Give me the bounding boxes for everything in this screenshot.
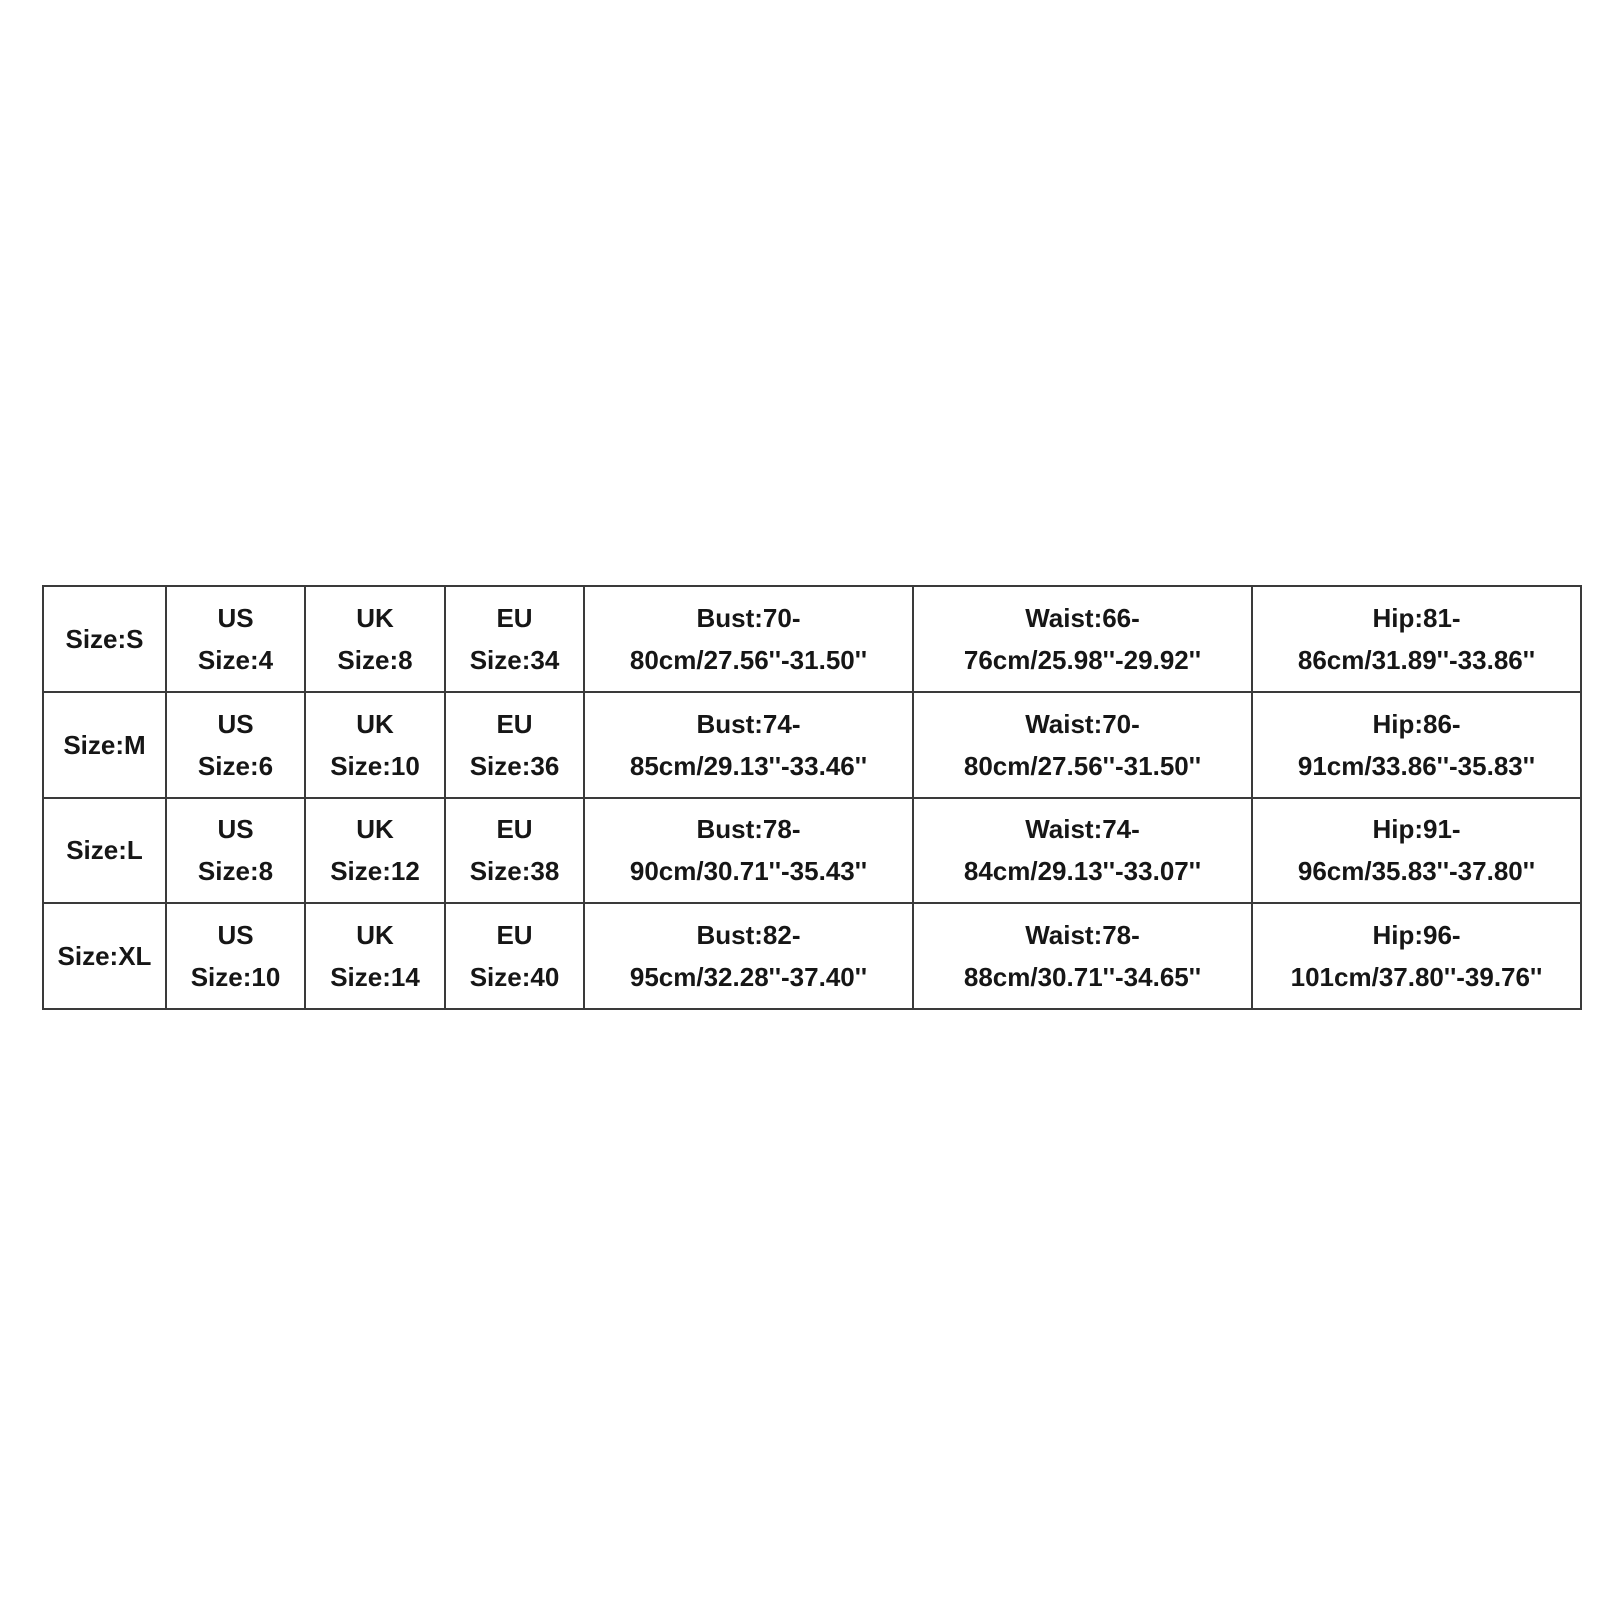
eu-size-cell: EU Size:36 <box>445 692 584 798</box>
size-cell: Size:L <box>43 798 166 904</box>
us-size-cell: US Size:6 <box>166 692 305 798</box>
us-size-cell: US Size:4 <box>166 586 305 692</box>
hip-cell: Hip:96- 101cm/37.80''-39.76'' <box>1252 903 1581 1009</box>
uk-size-cell: UK Size:12 <box>305 798 445 904</box>
hip-cell: Hip:91- 96cm/35.83''-37.80'' <box>1252 798 1581 904</box>
bust-cell: Bust:70- 80cm/27.56''-31.50'' <box>584 586 913 692</box>
size-cell: Size:M <box>43 692 166 798</box>
hip-cell: Hip:86- 91cm/33.86''-35.83'' <box>1252 692 1581 798</box>
uk-size-cell: UK Size:8 <box>305 586 445 692</box>
uk-size-cell: UK Size:14 <box>305 903 445 1009</box>
eu-size-cell: EU Size:40 <box>445 903 584 1009</box>
size-chart-table <box>42 585 1582 1010</box>
size-cell: Size:XL <box>43 903 166 1009</box>
table-row <box>43 692 1581 798</box>
waist-cell: Waist:70- 80cm/27.56''-31.50'' <box>913 692 1252 798</box>
table-row <box>43 586 1581 692</box>
size-cell: Size:S <box>43 586 166 692</box>
waist-cell: Waist:66- 76cm/25.98''-29.92'' <box>913 586 1252 692</box>
bust-cell: Bust:78- 90cm/30.71''-35.43'' <box>584 798 913 904</box>
waist-cell: Waist:78- 88cm/30.71''-34.65'' <box>913 903 1252 1009</box>
bust-cell: Bust:74- 85cm/29.13''-33.46'' <box>584 692 913 798</box>
waist-cell: Waist:74- 84cm/29.13''-33.07'' <box>913 798 1252 904</box>
hip-cell: Hip:81- 86cm/31.89''-33.86'' <box>1252 586 1581 692</box>
eu-size-cell: EU Size:38 <box>445 798 584 904</box>
table-row <box>43 798 1581 904</box>
eu-size-cell: EU Size:34 <box>445 586 584 692</box>
us-size-cell: US Size:10 <box>166 903 305 1009</box>
bust-cell: Bust:82- 95cm/32.28''-37.40'' <box>584 903 913 1009</box>
uk-size-cell: UK Size:10 <box>305 692 445 798</box>
us-size-cell: US Size:8 <box>166 798 305 904</box>
table-row <box>43 903 1581 1009</box>
